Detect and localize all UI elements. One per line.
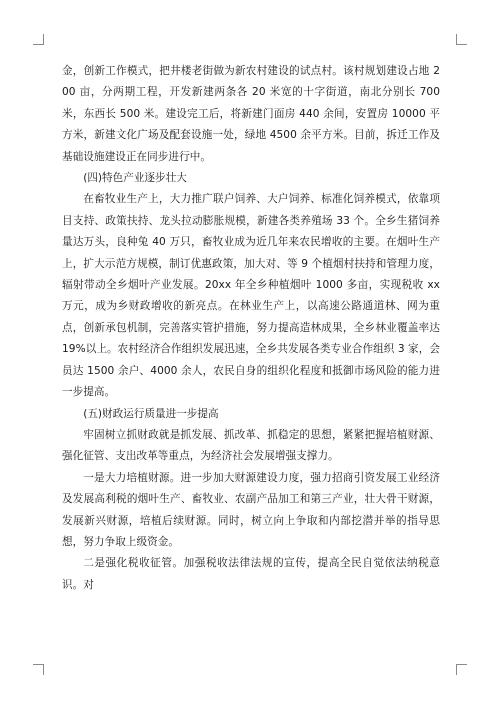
paragraph-tax-collection: 二是强化税收征管。加强税收法律法规的宣传，提高全民自觉依法纳税意识。对 — [62, 557, 440, 591]
crop-mark-top-left — [33, 34, 44, 45]
section-heading-industry: (四)特色产业逐步壮大 — [83, 172, 187, 185]
paragraph-industry: 在畜牧业生产上，大力推广联户饲养、大户饲养、标准化饲养模式，依靠项目支持、政策扶持、龙头拉动膨胀规模，新建各类养殖场 33 个。全乡生猪饲养量达万头，良种兔 40 万只，畜牧业成为近几年来农民增收的主要。在烟叶生产上，扩大示范方规模，制订优惠政策，加大对、等 9 个植烟村扶持和管理力度，辐射带动全乡烟叶产业发展。20xx 年全乡种植烟叶 1000 多亩，实现税收 xx 万元，成为乡财政增收的新亮点。在林业生产上，以高速公路通道林、网为重点，创新承包机制，完善落实管护措施，努力提高造林成果，全乡林业覆盖率达 19%以上。农村经济合作组织发展迅速，全乡共发展各类专业合作组织 3 家，会员达 1500 余户、4000 余人，农民自身的组织化程度和抵御市场风险的能力进一步提高。 — [62, 193, 440, 399]
crop-mark-top-right — [456, 34, 467, 45]
crop-mark-bottom-right — [456, 664, 467, 675]
paragraph-finance-intro: 牢固树立抓财政就是抓发展、抓改革、抓稳定的思想，紧紧把握培植财源、强化征管、支出改革等重点，为经济社会发展增强支撑力。 — [62, 428, 440, 463]
document-body — [62, 61, 440, 596]
section-heading-finance: (五)财政运行质量进一步提高 — [83, 407, 219, 420]
paragraph-village-construction: 金，创新工作模式，把井楼老街做为新农村建设的试点村。该村规划建设占地 200 亩，分两期工程，开发新建两条各 20 米宽的十字街道，南北分别长 700 米，东西长 500 米。建设完工后，将新建门面房 440 余间，安置房 10000 平方米，新建文化广场及配套设施一处，绿地 4500 余平方米。目前，拆迁工作及基础设施建设正在同步进行中。 — [62, 65, 440, 163]
paragraph-revenue-sources: 一是大力培植财源。进一步加大财源建设力度，强力招商引资发展工业经济及发展高利税的烟叶生产、畜牧业、农副产品加工和第三产业，壮大骨干财源，发展新兴财源，培植后续财源。同时，树立向上争取和内部挖潜并举的指导思想，努力争取上级资金。 — [62, 471, 440, 548]
crop-mark-bottom-left — [33, 664, 44, 675]
